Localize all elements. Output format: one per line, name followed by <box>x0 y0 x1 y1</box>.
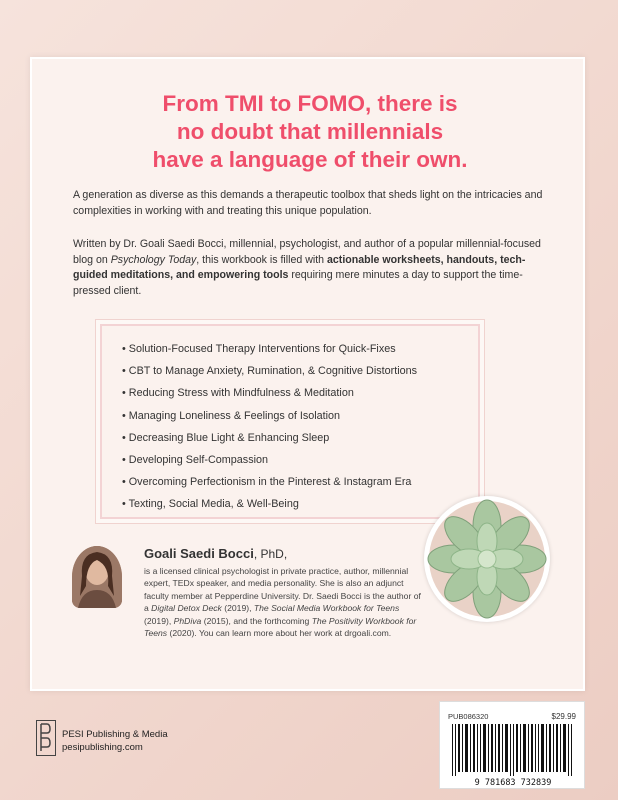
bio-part: (2015), and the forthcoming <box>201 615 312 626</box>
feature-item: • Reducing Stress with Mindfulness & Meditation <box>122 382 478 404</box>
succulent-icon <box>424 496 550 622</box>
bio-part: is a licensed clinical psychologist in private practice, author, millennial expert, TEDx speaker, and media personality. She is also an adjunct faculty member at Pepperdine University. Dr. Saedi Bocci is the author of a <box>144 566 421 614</box>
headline <box>40 90 580 174</box>
bio-part: (2020). You can learn more about her work at drgoali.com. <box>167 628 392 639</box>
author-credential: , PhD, <box>253 547 288 561</box>
headline-line-3: have a language of their own. <box>152 147 468 172</box>
bio-part: (2019), <box>221 603 254 614</box>
publisher-block <box>36 718 196 758</box>
succulent-image <box>424 496 550 622</box>
description-bold: actionable worksheets, handouts, tech-guided meditations, and empowering tools <box>73 253 526 281</box>
feature-item: • Decreasing Blue Light & Enhancing Sleep <box>122 427 478 449</box>
author-name-text: Goali Saedi Bocci <box>144 546 254 561</box>
feature-item: • Solution-Focused Therapy Interventions for Quick-Fixes <box>122 338 478 360</box>
description-paragraph <box>73 237 553 299</box>
author-photo <box>72 546 122 608</box>
intro-paragraph: A generation as diverse as this demands a therapeutic toolbox that sheds light on the intricacies and complexities in working with and treating this unique population. <box>73 189 543 217</box>
book-title: Digital Detox Deck <box>151 603 222 614</box>
publisher-url[interactable]: pesipublishing.com <box>62 742 143 753</box>
sku-code: PUB086320 <box>448 712 489 721</box>
feature-item: • Developing Self-Compassion <box>122 449 478 471</box>
features-box <box>100 324 480 519</box>
book-title: The Positivity Workbook for Teens <box>144 615 417 639</box>
publisher-name: PESI Publishing & Media <box>62 729 168 740</box>
barcode-icon <box>450 724 576 776</box>
description-part-3: requiring mere minutes a day to support the time-pressed client. <box>73 269 523 297</box>
features-list <box>102 326 478 516</box>
description-part-1: Written by Dr. Goali Saedi Bocci, millennial, psychologist, and author of a popular millennial-focused blog on <box>73 238 541 266</box>
feature-item: • Overcoming Perfectionism in the Pinterest & Instagram Era <box>122 471 478 493</box>
bio-part: (2019), <box>144 615 174 626</box>
author-bio <box>144 565 424 639</box>
feature-item: • Managing Loneliness & Feelings of Isolation <box>122 405 478 427</box>
book-title: The Social Media Workbook for Teens <box>253 603 400 614</box>
headline-line-2: no doubt that millennials <box>176 119 444 144</box>
blog-name: Psychology Today <box>110 253 197 266</box>
price: $29.99 <box>551 712 576 721</box>
book-title: PhDiva <box>173 615 202 626</box>
feature-item: • Texting, Social Media, & Well-Being <box>122 493 478 515</box>
barcode-box <box>439 701 585 789</box>
author-name <box>144 546 287 561</box>
feature-item: • CBT to Manage Anxiety, Rumination, & Cognitive Distortions <box>122 360 478 382</box>
author-portrait-icon <box>72 546 122 608</box>
headline-line-1: From TMI to FOMO, there is <box>162 91 458 116</box>
publisher-logo-icon <box>36 720 56 756</box>
isbn-number: 9 781683 732839 <box>474 778 552 788</box>
description-part-2: , this workbook is filled with <box>196 253 328 266</box>
logo-mark <box>37 721 54 754</box>
